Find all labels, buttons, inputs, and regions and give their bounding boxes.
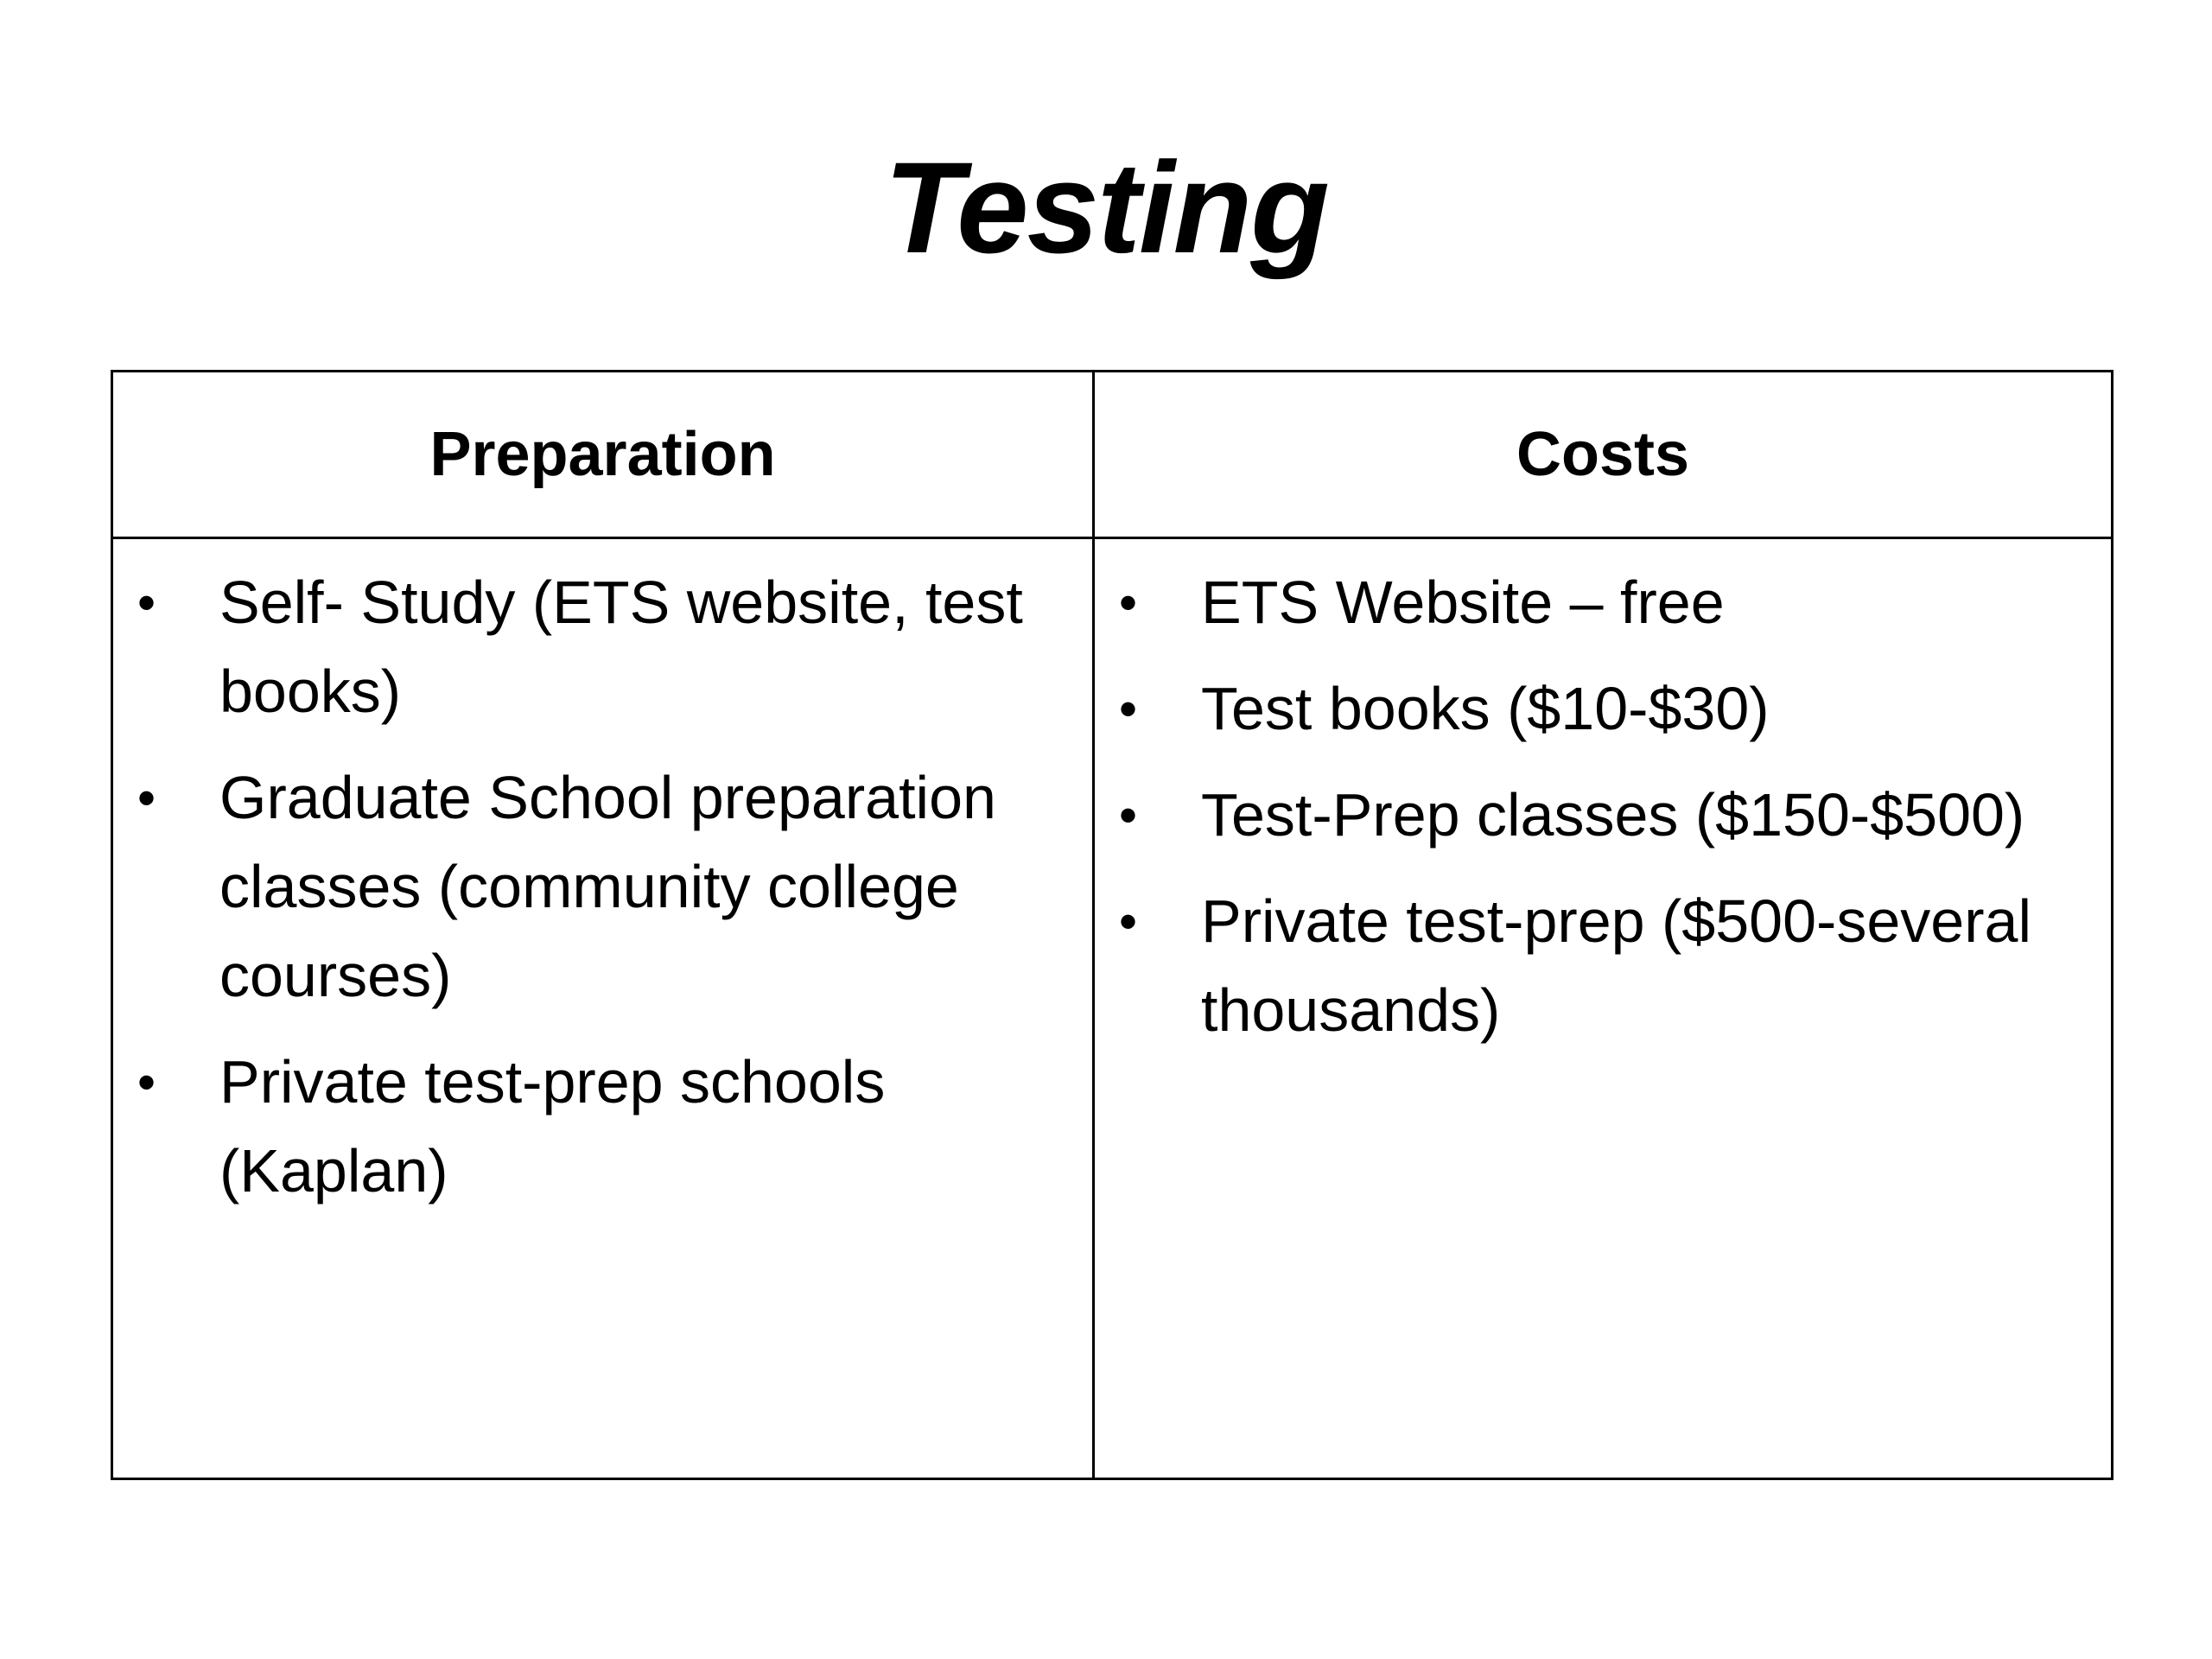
list-item (1095, 877, 2111, 1055)
preparation-item-private-schools: Private test-prep schools (Kaplan) (219, 1048, 886, 1205)
preparation-item-graduate-classes: Graduate School preparation classes (community college courses) (219, 764, 996, 1009)
bullet-icon: • (137, 769, 156, 827)
comparison-table (111, 370, 2113, 1480)
list-item (113, 1038, 1092, 1216)
list-item (1095, 664, 2111, 753)
slide-title: Testing (884, 135, 1328, 280)
table-body-row (112, 538, 2113, 1479)
table-header-row (112, 372, 2113, 538)
preparation-cell (112, 538, 1094, 1479)
bullet-icon: • (1119, 786, 1138, 844)
costs-header: Costs (1094, 372, 2113, 538)
bullet-icon: • (137, 1053, 156, 1111)
list-item (113, 753, 1092, 1020)
list-item (1095, 771, 2111, 860)
list-item (1095, 558, 2111, 647)
cost-item-test-prep-classes: Test-Prep classes ($150-$500) (1201, 781, 2025, 849)
preparation-header: Preparation (112, 372, 1094, 538)
costs-cell (1094, 538, 2113, 1479)
preparation-list (113, 539, 1092, 1216)
preparation-item-self-study: Self- Study (ETS website, test books) (219, 569, 1023, 725)
list-item (113, 558, 1092, 736)
cost-item-private-test-prep: Private test-prep ($500-several thousands) (1201, 887, 2031, 1044)
bullet-icon: • (1119, 574, 1138, 632)
comparison-table-container (111, 370, 2111, 1480)
bullet-icon: • (137, 574, 156, 632)
bullet-icon: • (1119, 893, 1138, 950)
cost-item-ets-website: ETS Website – free (1201, 569, 1725, 636)
cost-item-test-books: Test books ($10-$30) (1201, 675, 1770, 742)
bullet-icon: • (1119, 680, 1138, 738)
costs-list (1095, 539, 2111, 1055)
